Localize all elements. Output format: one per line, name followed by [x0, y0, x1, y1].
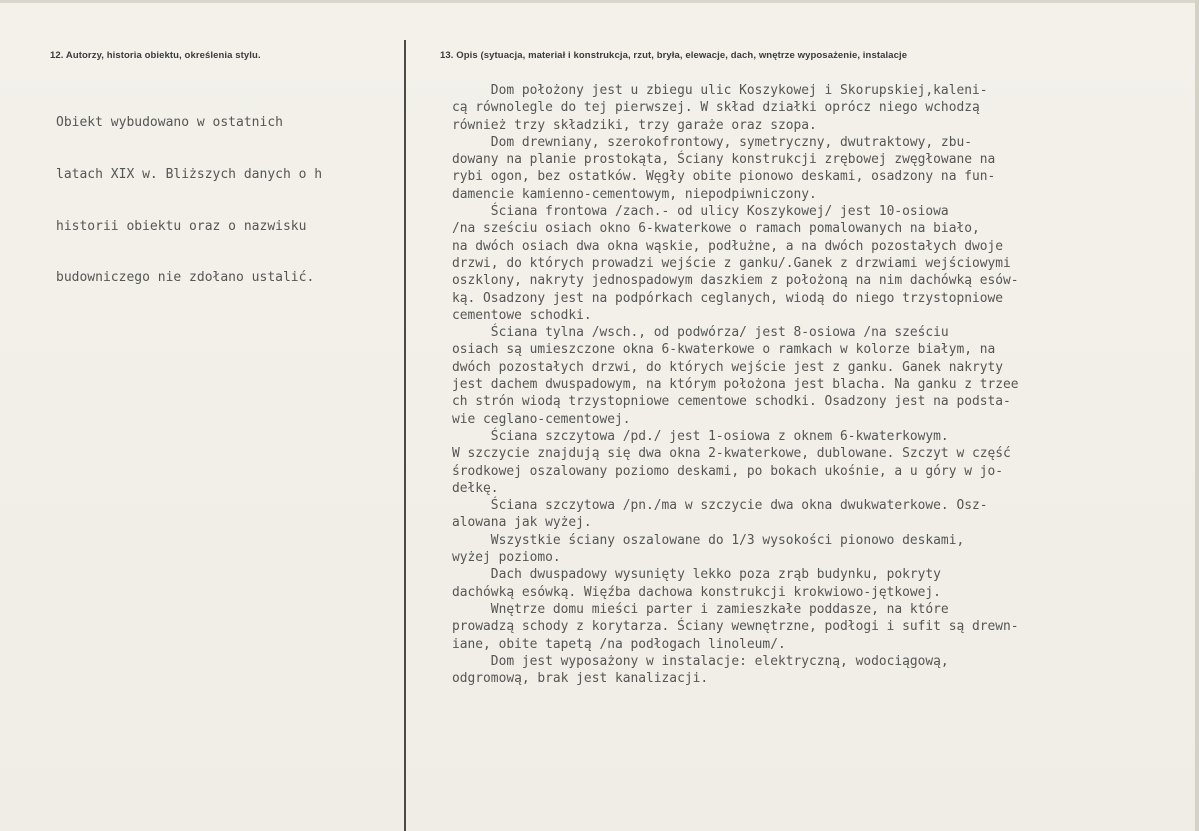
text-line: Ściana szczytowa /pn./ma w szczycie dwa okna dwukwaterkowe. Osz-: [452, 498, 988, 514]
text-line: alowana jak wyżej.: [452, 515, 592, 531]
text-line: również trzy składziki, trzy garaże oraz szopa.: [452, 117, 817, 133]
text-line: rybi ogon, bez ostatków. Węgły obite pionowo deskami, osadzony na fun-: [452, 169, 996, 185]
text-line: odgromową, brak jest kanalizacji.: [452, 671, 709, 687]
text-line: dowany na planie prostokąta, Ściany konstrukcji zrębowej zwęgłowane na: [452, 152, 996, 168]
card-top-edge: [0, 0, 1199, 3]
text-line: środkowej oszalowany poziomo deskami, po bokach ukośnie, a u góry w jo-: [452, 463, 1004, 479]
authors-history-text: [56, 80, 322, 321]
text-line: jest dachem dwuspadowym, na którym położona jest blacha. Na ganku z trzee: [452, 377, 1019, 393]
text-line: latach XIX w. Bliższych danych o h: [56, 167, 323, 183]
text-line: Ściana szczytowa /pd./ jest 1-osiowa z oknem 6-kwaterkowym.: [452, 428, 949, 444]
text-line: na dwóch osiach dwa okna wąskie, podłużne, a na dwóch pozostałych dwoje: [452, 238, 1004, 254]
text-line: dełkę.: [452, 480, 499, 496]
text-line: Dom jest wyposażony w instalacje: elektryczną, wodociągową,: [452, 653, 949, 669]
text-line: Dom położony jest u zbiegu ulic Koszykowej i Skorupskiej,kaleni-: [452, 83, 988, 98]
text-line: wyżej poziomo.: [452, 550, 561, 566]
text-line: Wszystkie ściany oszalowane do 1/3 wysokości pionowo deskami,: [452, 532, 965, 548]
building-description-text: [452, 82, 1019, 687]
text-line: Ściana frontowa /zach.- od ulicy Koszykowej/ jest 10-osiowa: [452, 204, 949, 220]
text-line: Obiekt wybudowano w ostatnich: [56, 115, 283, 131]
section-12-heading: 12. Autorzy, historia obiektu, określenia stylu.: [50, 50, 261, 61]
section-13-heading: 13. Opis (sytuacja, materiał i konstrukcja, rzut, bryła, elewacje, dach, wnętrze wyposażenie, instalacje: [440, 50, 908, 61]
text-line: prowadzą schody z korytarza. Ściany wewnętrzne, podłogi i sufit są drewn-: [452, 619, 1019, 635]
text-line: Dach dwuspadowy wysunięty lekko poza zrąb budynku, pokryty: [452, 567, 941, 583]
text-line: historii obiektu oraz o nazwisku: [56, 218, 307, 234]
text-line: /na sześciu osiach okno 6-kwaterkowe o ramach pomalowanych na biało,: [452, 221, 980, 237]
text-line: cą równolegle do tej pierwszej. W skład działki oprócz niego wchodzą: [452, 100, 980, 116]
text-line: iane, obite tapetą /na podłogach linoleum/.: [452, 636, 786, 652]
text-line: ch strón wiodą trzystopniowe cementowe schodki. Osadzony jest na podsta-: [452, 394, 1011, 410]
text-line: dwóch pozostałych drzwi, do których wejście jest z ganku. Ganek nakryty: [452, 359, 1004, 375]
card-right-edge: [1195, 0, 1199, 831]
text-line: W szczycie znajdują się dwa okna 2-kwaterkowe, dublowane. Szczyt w część: [452, 446, 1011, 462]
text-line: drzwi, do których prowadzi wejście z ganku/.Ganek z drzwiami wejściowymi: [452, 255, 1011, 271]
text-line: damencie kamienno-cementowym, niepodpiwniczony.: [452, 186, 817, 202]
column-divider: [404, 40, 406, 831]
text-line: cementowe schodki.: [452, 307, 592, 323]
text-line: budowniczego nie zdołano ustalić.: [56, 270, 315, 286]
text-line: Ściana tylna /wsch., od podwórza/ jest 8-osiowa /na sześciu: [452, 325, 949, 341]
text-line: Wnętrze domu mieści parter i zamieszkałe poddasze, na które: [452, 601, 949, 617]
text-line: dachówką esówką. Więźba dachowa konstrukcji krokwiowo-jętkowej.: [452, 584, 941, 600]
text-line: ką. Osadzony jest na podpórkach ceglanych, wiodą do niego trzystopniowe: [452, 290, 1004, 306]
text-line: Dom drewniany, szerokofrontowy, symetryczny, dwutraktowy, zbu-: [452, 134, 972, 150]
text-line: wie ceglano-cementowej.: [452, 411, 631, 427]
text-line: osiach są umieszczone okna 6-kwaterkowe o ramkach w kolorze białym, na: [452, 342, 996, 358]
text-line: oszklony, nakryty jednospadowym daszkiem z położoną na nim dachówką esów-: [452, 273, 1019, 289]
